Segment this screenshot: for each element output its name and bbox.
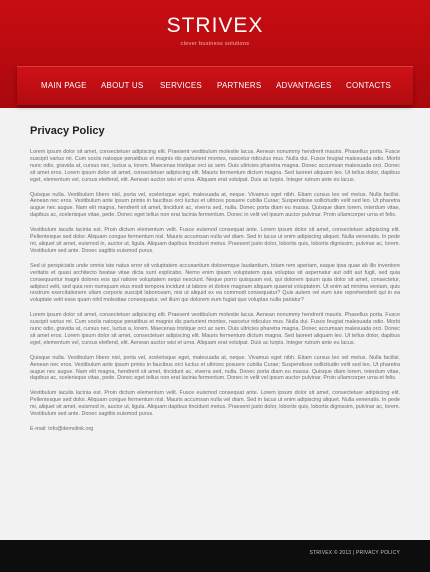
paragraph: Sed ut perspiciatis unde omnis iste natus error sit voluptatem accusantium doloremque laudantium, totam rem aperiam, eaque ipsa quae ab illo inventore veritatis et quasi architecto beatae vitae dicta sunt explicabo. Nemo enim ipsam voluptatem quia voluptas sit aspernatur aut odit aut fugit, sed quia consequuntur magni dolores eos qui ratione voluptatem sequi nesciunt. Neque porro quisquam est, qui dolorem ipsum quia dolor sit amet, consectetur, adipisci velit, sed quia non numquam eius modi tempora incidunt ut labore et dolore magnam aliquam quaerat voluptatem. Ut enim ad minima veniam, quis nostrum exercitationem ullam corporis suscipit laboriosam, nisi ut aliquid ex ea commodi consequatur? Quis autem vel eum iure reprehenderit qui in ea voluptate velit esse quam nihil molestiae consequatur, vel illum qui dolorem eum fugiat quo voluptas nulla pariatur? xyxy=(30,262,400,304)
page-title: Privacy Policy xyxy=(30,125,105,137)
contact-email: E-mail: info@demolink.org xyxy=(30,426,94,432)
site-tagline: clever business solutions xyxy=(180,41,250,47)
nav-item-partners[interactable]: PARTNERS xyxy=(217,81,262,90)
nav-item-services[interactable]: SERVICES xyxy=(160,81,202,90)
paragraph: Lorem ipsum dolor sit amet, consectetuer adipiscing elit. Praesent vestibulum molestie lacus. Aenean nonummy hendrerit mauris. Phasellus porta. Fusce suscipit varius mi. Cum sociis natoque penatibus et magnis dis parturient montes, nascetur ridiculus mus. Nulla dui. Fusce feugiat malesuada odio. Morbi nunc odio, gravida at, cursus nec, luctus a, lorem. Maecenas tristique orci ac sem. Duis ultricies pharetra magna. Donec accumsan malesuada orci. Donec sit amet eros. Lorem ipsum dolor sit amet, consectetuer adipiscing elit. Mauris fermentum dictum magna. Sed laoreet aliquam leo. Ut tellus dolor, dapibus eget, elementum vel, cursus eleifend, elit. Aenean auctor wisi et urna. Aliquam erat volutpat. Duis ac turpis. Integer rutrum ante eu lacus. xyxy=(30,149,400,183)
nav-item-main-page[interactable]: MAIN PAGE xyxy=(41,81,87,90)
main-content xyxy=(30,125,400,432)
nav-item-about-us[interactable]: ABOUT US xyxy=(101,81,144,90)
paragraph: Vestibulum iaculis lacinia est. Proin dictum elementum velit. Fusce euismod consequat ante. Lorem ipsum dolor sit amet, consectetuer adipiscing elit. Pellentesque sed dolor. Aliquam congue fermentum nisl. Mauris accumsan nulla vel diam. Sed in lacus ut enim adipiscing aliquet. Nulla venenatis. In pede mi, aliquet sit amet, euismod in, auctor ut, ligula. Aliquam dapibus tincidunt metus. Praesent justo dolor, lobortis quis, lobortis dignissim, pulvinar ac, lorem. Vestibulum sed ante. Donec sagittis euismod purus. xyxy=(30,390,400,418)
footer-copyright: STRIVEX © 2013 xyxy=(309,550,352,556)
footer-separator: | xyxy=(351,550,356,556)
paragraph: Vestibulum iaculis lacinia est. Proin dictum elementum velit. Fusce euismod consequat ante. Lorem ipsum dolor sit amet, consectetuer adipiscing elit. Pellentesque sed dolor. Aliquam congue fermentum nisl. Mauris accumsan nulla vel diam. Sed in lacus ut enim adipiscing aliquet. Nulla venenatis. In pede mi, aliquet sit amet, euismod in, auctor ut, ligula. Aliquam dapibus tincidunt metus. Praesent justo dolor, lobortis quis, lobortis dignissim, pulvinar ac, lorem. Vestibulum sed ante. Donec sagittis euismod purus. xyxy=(30,227,400,254)
site-header xyxy=(0,0,430,108)
footer-text xyxy=(310,550,401,556)
footer-privacy-link[interactable]: PRIVACY POLICY xyxy=(355,550,400,556)
main-nav xyxy=(17,66,413,105)
site-logo[interactable]: STRIVEX xyxy=(166,14,264,37)
site-footer xyxy=(0,540,430,572)
nav-item-contacts[interactable]: CONTACTS xyxy=(346,81,392,90)
paragraph: Quisque nulla. Vestibulum libero nisl, porta vel, scelerisque eget, malesuada at, neque. Vivamus eget nibh. Etiam cursus leo vel metus. Nulla facilisi. Aenean nec eros. Vestibulum ante ipsum primis in faucibus orci luctus et ultrices posuere cubilia Curae; Suspendisse sollicitudin velit sed leo. Ut pharetra augue nec augue. Nam elit magna, hendrerit sit amet, tincidunt ac, viverra sed, nulla. Donec porta diam eu massa. Quisque diam lorem, interdum vitae, dapibus ac, scelerisque vitae, pede. Donec eget tellus non erat lacinia fermentum. Donec in velit vel ipsum auctor pulvinar. Proin ullamcorper urna et felis. xyxy=(30,354,400,382)
nav-item-advantages[interactable]: ADVANTAGES xyxy=(276,81,332,90)
paragraph: Quisque nulla. Vestibulum libero nisl, porta vel, scelerisque eget, malesuada at, neque. Vivamus eget nibh. Etiam cursus leo vel metus. Nulla facilisi. Aenean nec eros. Vestibulum ante ipsum primis in faucibus orci luctus et ultrices posuere cubilia Curae; Suspendisse sollicitudin velit sed leo. Ut pharetra augue nec augue. Nam elit magna, hendrerit sit amet, tincidunt ac, viverra sed, nulla. Donec porta diam eu massa. Quisque diam lorem, interdum vitae, dapibus ac, scelerisque vitae, pede. Donec eget tellus non erat lacinia fermentum. Donec in velit vel ipsum auctor pulvinar. Proin ullamcorper urna et felis. xyxy=(30,191,400,219)
paragraph: Lorem ipsum dolor sit amet, consectetuer adipiscing elit. Praesent vestibulum molestie lacus. Aenean nonummy hendrerit mauris. Phasellus porta. Fusce suscipit varius mi. Cum sociis natoque penatibus et magnis dis parturient montes, nascetur ridiculus mus. Nulla dui. Fusce feugiat malesuada odio. Morbi nunc odio, gravida at, cursus nec, luctus a, lorem. Maecenas tristique orci ac sem. Duis ultricies pharetra magna. Donec accumsan malesuada orci. Donec sit amet eros. Lorem ipsum dolor sit amet, consectetuer adipiscing elit. Mauris fermentum dictum magna. Sed laoreet aliquam leo. Ut tellus dolor, dapibus eget, elementum vel, cursus eleifend, elit. Aenean auctor wisi et urna. Aliquam erat volutpat. Duis ac turpis. Integer rutrum ante eu lacus. xyxy=(30,312,400,346)
